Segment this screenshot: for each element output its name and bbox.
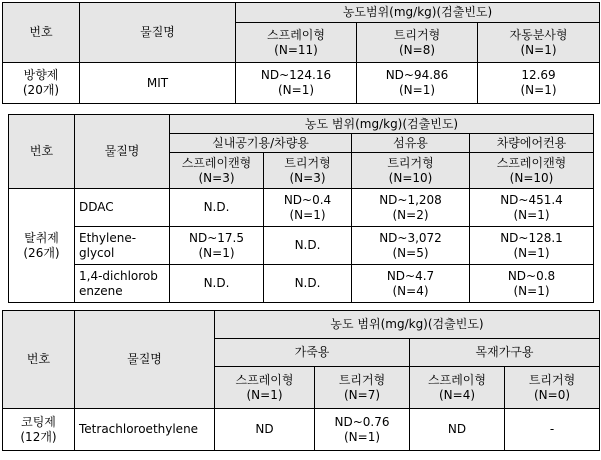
fragrance-table: [2, 2, 600, 104]
value-cell: 12.69 (N=1): [478, 63, 600, 104]
substance-name: MIT: [80, 63, 236, 104]
col-header-substance: 물질명: [75, 115, 170, 189]
value-cell: N.D.: [264, 227, 352, 265]
product-type-header: 스프레이캔형 (N=10): [470, 153, 594, 189]
value-cell: ND~17.5 (N=1): [170, 227, 264, 265]
product-type-header: 트리거형 (N=3): [264, 153, 352, 189]
group-cell: 코팅제 (12개): [3, 409, 75, 451]
value-cell: ND~3,072 (N=5): [352, 227, 470, 265]
product-type-header: 자동분사형 (N=1): [478, 23, 600, 63]
product-type-header: 트리거형 (N=8): [357, 23, 478, 63]
product-type-header: 스프레이형 (N=4): [410, 367, 505, 409]
coating-table: [2, 310, 600, 451]
product-type-header: 스프레이캔형 (N=3): [170, 153, 264, 189]
table-row: [9, 189, 594, 227]
table-row: [3, 409, 600, 451]
use-header: 가죽용: [215, 339, 410, 367]
col-header-number: 번호: [3, 311, 75, 409]
value-cell: ND~4.7 (N=4): [352, 265, 470, 303]
concentration-range-header: 농도 범위(mg/kg)(검출빈도): [215, 311, 600, 339]
value-cell: ND~0.4 (N=1): [264, 189, 352, 227]
product-type-header: 스프레이형 (N=1): [215, 367, 315, 409]
use-header: 실내공기용/차량용: [170, 134, 352, 153]
use-header: 섬유용: [352, 134, 470, 153]
use-header: 목재가구용: [410, 339, 600, 367]
value-cell: ND~0.76 (N=1): [315, 409, 410, 451]
concentration-range-header: 농도범위(mg/kg)(검출빈도): [236, 3, 600, 23]
substance-name: DDAC: [75, 189, 170, 227]
substance-name: Tetrachloroethylene: [75, 409, 215, 451]
value-cell: ND: [410, 409, 505, 451]
concentration-range-header: 농도 범위(mg/kg)(검출빈도): [170, 115, 594, 134]
col-header-number: 번호: [9, 115, 75, 189]
product-type-header: 트리거형 (N=0): [505, 367, 600, 409]
value-cell: ND~0.8 (N=1): [470, 265, 594, 303]
value-cell: ND: [215, 409, 315, 451]
table-row: [3, 63, 600, 104]
product-type-header: 트리거형 (N=10): [352, 153, 470, 189]
table-row: [9, 265, 594, 303]
group-cell: 방향제 (20개): [3, 63, 80, 104]
group-cell: 탈취제 (26개): [9, 189, 75, 303]
col-header-substance: 물질명: [80, 3, 236, 63]
table-row: [9, 227, 594, 265]
value-cell: ND~1,208 (N=2): [352, 189, 470, 227]
col-header-number: 번호: [3, 3, 80, 63]
value-cell: ND~124.16 (N=1): [236, 63, 357, 104]
substance-name: 1,4-dichlorob enzene: [75, 265, 170, 303]
product-type-header: 트리거형 (N=7): [315, 367, 410, 409]
value-cell: N.D.: [264, 265, 352, 303]
value-cell: N.D.: [170, 265, 264, 303]
value-cell: ND~94.86 (N=1): [357, 63, 478, 104]
value-cell: N.D.: [170, 189, 264, 227]
product-type-header: 스프레이형 (N=11): [236, 23, 357, 63]
value-cell: ND~128.1 (N=1): [470, 227, 594, 265]
use-header: 차량에어컨용: [470, 134, 594, 153]
value-cell: ND~451.4 (N=1): [470, 189, 594, 227]
col-header-substance: 물질명: [75, 311, 215, 409]
value-cell: -: [505, 409, 600, 451]
substance-name: Ethylene- glycol: [75, 227, 170, 265]
deodorant-table: [8, 114, 594, 303]
